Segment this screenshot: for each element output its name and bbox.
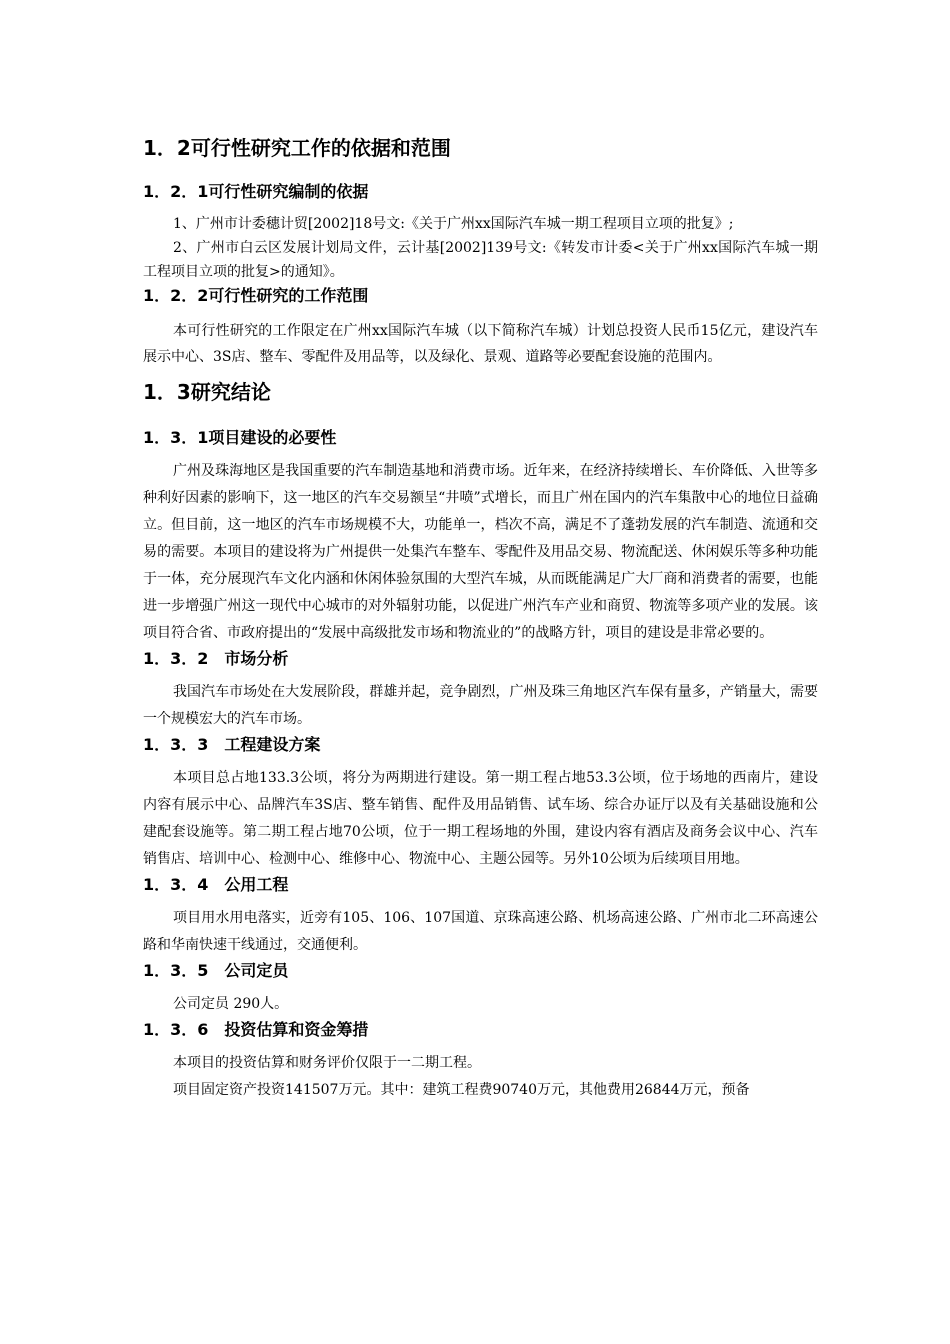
document-body — [143, 128, 818, 1104]
paragraph-necessity: 广州及珠海地区是我国重要的汽车制造基地和消费市场。近年来，在经济持续增长、车价降低、入世等多种利好因素的影响下，这一地区的汽车交易额呈“井喷”式增长，而且广州在国内的汽车集散中心的地位日益确立。但目前，这一地区的汽车市场规模不大，功能单一，档次不高，满足不了蓬勃发展的汽车制造、流通和交易的需要。本项目的建设将为广州提供一处集汽车整车、零配件及用品交易、物流配送、休闲娱乐等多种功能于一体，充分展现汽车文化内涵和休闲体验氛围的大型汽车城，从而既能满足广大厂商和消费者的需要，也能进一步增强广州这一现代中心城市的对外辐射功能，以促进广州汽车产业和商贸、物流等多项产业的发展。该项目符合省、市政府提出的“发展中高级批发市场和物流业的”的战略方针，项目的建设是非常必要的。 — [143, 463, 818, 641]
heading-1-3-3: 1．3．3 工程建设方案 — [143, 735, 321, 754]
paragraph-investment-2: 项目固定资产投资141507万元。其中：建筑工程费90740万元，其他费用26844万元，预备 — [173, 1082, 750, 1098]
heading-1-3: 1．3研究结论 — [143, 380, 271, 404]
heading-1-3-1: 1．3．1项目建设的必要性 — [143, 428, 337, 447]
heading-1-2: 1．2可行性研究工作的依据和范围 — [143, 136, 451, 160]
paragraph-construction: 本项目总占地133.3公顷，将分为两期进行建设。第一期工程占地53.3公顷，位于场地的西南片，建设内容有展示中心、品牌汽车3S店、整车销售、配件及用品销售、试车场、综合办证厅以及有关基础设施和公建配套设施等。第二期工程占地70公顷，位于一期工程场地的外围，建设内容有酒店及商务会议中心、汽车销售店、培训中心、检测中心、维修中心、物流中心、主题公园等。另外10公顷为后续项目用地。 — [143, 770, 818, 867]
paragraph-investment-1: 本项目的投资估算和财务评价仅限于一二期工程。 — [173, 1055, 481, 1071]
heading-1-2-2: 1．2．2可行性研究的工作范围 — [143, 286, 369, 305]
heading-1-3-4: 1．3．4 公用工程 — [143, 875, 289, 894]
paragraph-scope: 本可行性研究的工作限定在广州xx国际汽车城（以下简称汽车城）计划总投资人民币15亿元，建设汽车展示中心、3S店、整车、零配件及用品等，以及绿化、景观、道路等必要配套设施的范围内。 — [143, 323, 818, 365]
heading-1-3-6: 1．3．6 投资估算和资金筹措 — [143, 1020, 369, 1039]
paragraph-utilities: 项目用水用电落实，近旁有105、106、107国道、京珠高速公路、机场高速公路、广州市北二环高速公路和华南快速干线通过，交通便利。 — [143, 910, 818, 953]
paragraph-market: 我国汽车市场处在大发展阶段，群雄并起，竞争剧烈，广州及珠三角地区汽车保有量多，产销量大，需要一个规模宏大的汽车市场。 — [143, 684, 818, 727]
paragraph-basis-1: 1、广州市计委穗计贸[2002]18号文:《关于广州xx国际汽车城一期工程项目立项的批复》; — [173, 216, 734, 232]
heading-1-3-2: 1．3．2 市场分析 — [143, 649, 289, 668]
heading-1-2-1: 1．2．1可行性研究编制的依据 — [143, 182, 369, 201]
heading-1-3-5: 1．3．5 公司定员 — [143, 961, 289, 980]
paragraph-basis-2: 2、广州市白云区发展计划局文件，云计基[2002]139号文:《转发市计委<关于广州xx国际汽车城一期工程项目立项的批复>的通知》。 — [143, 240, 818, 280]
paragraph-staffing: 公司定员 290人。 — [173, 996, 289, 1012]
